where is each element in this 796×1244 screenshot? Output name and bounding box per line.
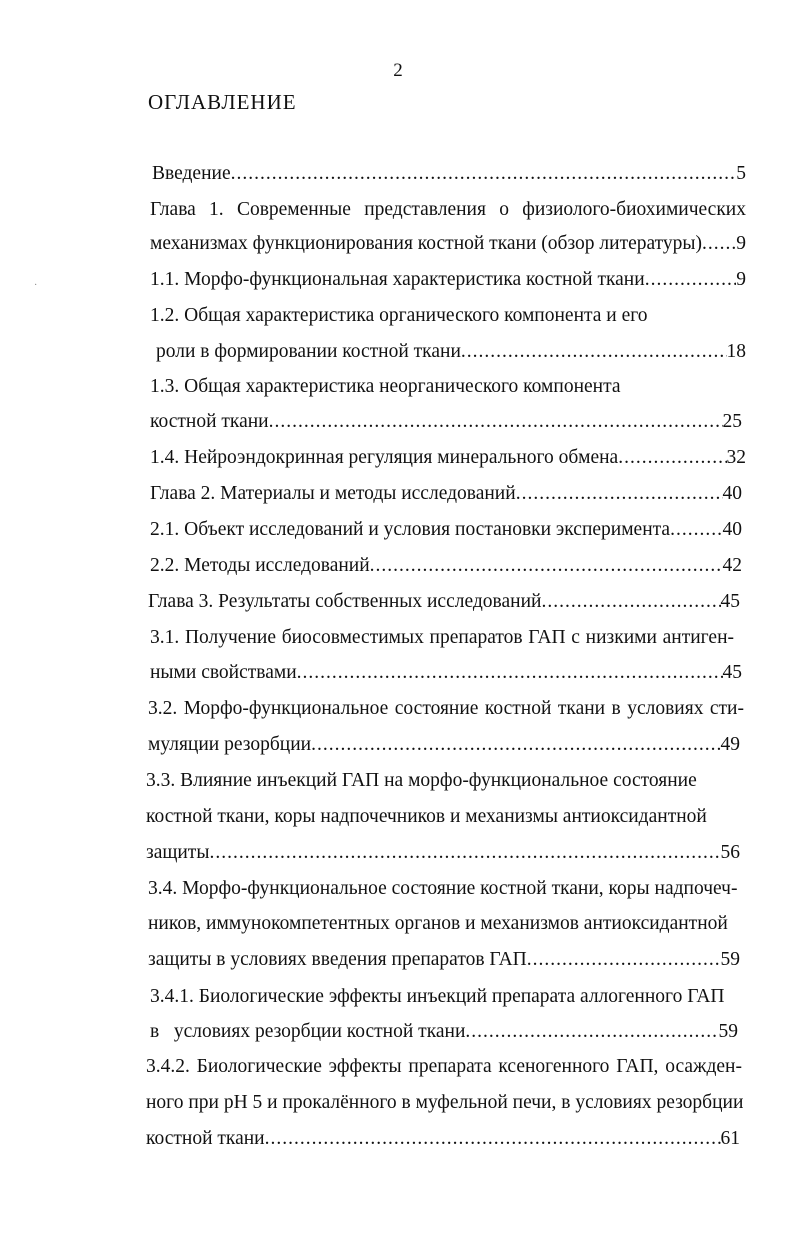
- toc-entry-1-1[interactable]: [150, 268, 746, 294]
- toc-text: защиты в условиях введения препаратов ГАП: [148, 949, 527, 970]
- toc-text: Введение: [152, 163, 231, 184]
- toc-page: 5: [736, 163, 746, 184]
- leader-dots: [702, 232, 736, 256]
- scan-mark: ·: [34, 280, 38, 291]
- toc-entry-1-3[interactable]: [150, 410, 742, 436]
- toc-page: 9: [736, 269, 746, 290]
- toc-text: роли в формировании костной ткани: [156, 341, 461, 362]
- toc-entry-2-1[interactable]: [150, 518, 742, 544]
- toc-text: 2.2. Методы исследований: [150, 555, 370, 576]
- toc-page: 59: [720, 949, 740, 970]
- toc-page: 61: [720, 1128, 740, 1149]
- toc-text: 1.4. Нейроэндокринная регуляция минерального обмена: [150, 447, 619, 468]
- leader-dots: [265, 1127, 721, 1151]
- toc-entry-1-4[interactable]: [150, 446, 746, 472]
- toc-entry-3-4-1-line1[interactable]: 3.4.1. Биологические эффекты инъекций препарата аллогенного ГАП: [150, 986, 725, 1007]
- leader-dots: [297, 661, 723, 685]
- toc-page: 25: [722, 411, 742, 432]
- leader-dots: [670, 518, 722, 542]
- toc-entry-1-2[interactable]: [156, 340, 746, 366]
- toc-entry-3-1[interactable]: [150, 661, 742, 687]
- toc-text: защиты: [146, 842, 210, 863]
- toc-page: 40: [722, 519, 742, 540]
- toc-text: Глава 2. Материалы и методы исследований: [150, 483, 516, 504]
- leader-dots: [231, 162, 737, 186]
- toc-text: 2.1. Объект исследований и условия постановки эксперимента: [150, 519, 671, 540]
- toc-text: муляции резорбции: [148, 734, 312, 755]
- leader-dots: [311, 733, 720, 757]
- toc-text: Глава 3. Результаты собственных исследований: [148, 591, 542, 612]
- toc-entry-3-3-line1[interactable]: 3.3. Влияние инъекций ГАП на морфо-функциональное состояние: [146, 770, 697, 791]
- toc-entry-3-1-line1[interactable]: 3.1. Получение биосовместимых препаратов ГАП с низкими антиген-: [150, 627, 734, 648]
- toc-entry-intro[interactable]: [152, 162, 746, 188]
- leader-dots: [461, 340, 727, 364]
- leader-dots: [516, 482, 723, 506]
- toc-entry-3-4[interactable]: [148, 948, 740, 974]
- toc-entry-1-3-line1[interactable]: 1.3. Общая характеристика неорганического компонента: [150, 376, 621, 397]
- toc-text: ными свойствами: [150, 662, 297, 683]
- toc-page: 18: [726, 341, 746, 362]
- page-title: ОГЛАВЛЕНИЕ: [148, 90, 297, 114]
- page-number: 2: [393, 60, 403, 81]
- toc-entry-3-4-2-line1[interactable]: 3.4.2. Биологические эффекты препарата ксеногенного ГАП, осажден-: [146, 1056, 742, 1077]
- leader-dots: [269, 410, 723, 434]
- toc-entry-3-3[interactable]: [146, 841, 740, 867]
- leader-dots: [618, 446, 726, 470]
- toc-entry-3-4-2[interactable]: [146, 1127, 740, 1153]
- toc-entry-3-4-line2[interactable]: ников, иммунокомпетентных органов и механизмов антиоксидантной: [148, 913, 728, 934]
- toc-entry-3-2-line1[interactable]: 3.2. Морфо-функциональное состояние костной ткани в условиях сти-: [148, 698, 744, 719]
- leader-dots: [209, 841, 720, 865]
- toc-entry-3-4-2-line2[interactable]: ного при pH 5 и прокалённого в муфельной печи, в условиях резорбции: [146, 1092, 744, 1113]
- leader-dots: [370, 554, 723, 578]
- toc-entry-3-3-line2[interactable]: костной ткани, коры надпочечников и механизмы антиоксидантной: [146, 806, 707, 827]
- toc-page: 56: [720, 842, 740, 863]
- toc-entry-ch1-line1[interactable]: Глава 1. Современные представления о физиолого-биохимических: [150, 199, 746, 220]
- toc-page: 59: [718, 1021, 738, 1042]
- toc-entry-3-2[interactable]: [148, 733, 740, 759]
- toc-entry-ch3[interactable]: [148, 590, 740, 616]
- toc-page: 45: [720, 591, 740, 612]
- toc-entry-1-2-line1[interactable]: 1.2. Общая характеристика органического компонента и его: [150, 305, 648, 326]
- toc-entry-3-4-1[interactable]: [150, 1020, 738, 1046]
- toc-page: 40: [722, 483, 742, 504]
- toc-text: в условиях резорбции костной ткани: [150, 1021, 466, 1042]
- toc-text: 1.1. Морфо-функциональная характеристика костной ткани: [150, 269, 645, 290]
- leader-dots: [527, 948, 721, 972]
- toc-page: 32: [726, 447, 746, 468]
- toc-entry-2-2[interactable]: [150, 554, 742, 580]
- toc-entry-3-4-line1[interactable]: 3.4. Морфо-функциональное состояние костной ткани, коры надпочеч-: [148, 878, 738, 899]
- toc-text: механизмах функционирования костной ткани (обзор литературы): [150, 233, 703, 254]
- toc-page: 9: [736, 233, 746, 254]
- toc-text: костной ткани: [150, 411, 269, 432]
- toc-text: костной ткани: [146, 1128, 265, 1149]
- leader-dots: [465, 1020, 718, 1044]
- toc-page: 45: [722, 662, 742, 683]
- toc-page: 49: [720, 734, 740, 755]
- toc-entry-ch1[interactable]: [150, 232, 746, 258]
- toc-page: 42: [722, 555, 742, 576]
- leader-dots: [541, 590, 720, 614]
- toc-entry-ch2[interactable]: [150, 482, 742, 508]
- leader-dots: [645, 268, 737, 292]
